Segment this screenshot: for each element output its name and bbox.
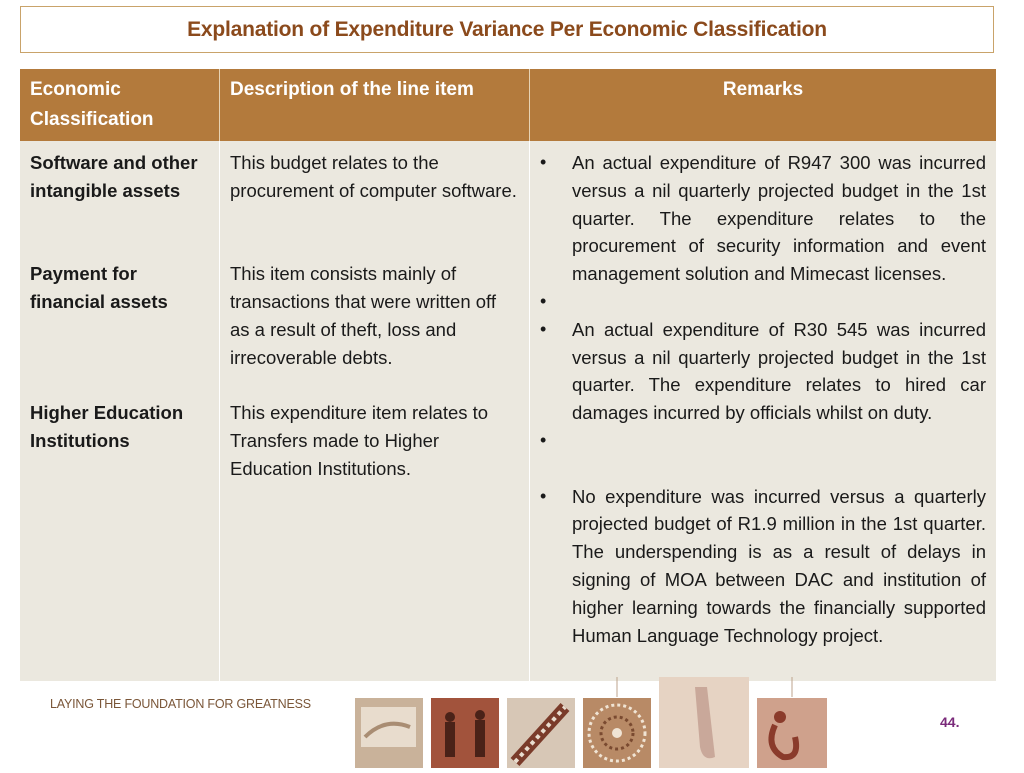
description-software: This budget relates to the procurement of computer software.: [230, 152, 517, 201]
table-header-row: [20, 69, 996, 141]
description-payment-financial-assets: This item consists mainly of transactions that were written off as a result of theft, loss and irrecoverable debts.: [230, 263, 496, 368]
header-economic-classification: Economic Classification: [20, 69, 220, 141]
description-cell: [220, 141, 530, 681]
header-description: Description of the line item: [220, 69, 530, 141]
page-number: 44.: [940, 714, 960, 730]
remarks-cell: [530, 141, 997, 681]
remark-higher-education: • No expenditure was incurred versus a quarterly projected budget of R1.9 million in the 1st quarter. The underspending is as a result of delays in signing of MOA between DAC and institution of higher learning towards the financially supported Human Language Technology project.: [572, 483, 986, 650]
classification-higher-education: Higher Education Institutions: [30, 402, 184, 451]
braille-hand-photo: [355, 698, 423, 768]
basket-pattern-photo: [583, 698, 651, 768]
header-remarks: Remarks: [530, 69, 997, 141]
saxophone-photo: [757, 677, 827, 768]
classification-cell: [20, 141, 220, 681]
remarks-list: [540, 149, 986, 649]
variance-table: [20, 69, 996, 681]
footer-tagline: LAYING THE FOUNDATION FOR GREATNESS: [50, 697, 311, 711]
photo-strip: [355, 677, 827, 768]
classification-payment-financial-assets: Payment for financial assets: [30, 263, 168, 312]
family-photo: [431, 698, 499, 768]
classification-software: Software and other intangible assets: [30, 152, 198, 201]
table-row: [20, 141, 996, 681]
film-reel-photo: [507, 698, 575, 768]
remark-payment-financial-assets: • An actual expenditure of R30 545 was incurred versus a nil quarterly projected budget in the 1st quarter. The expenditure relates to hired car damages incurred by officials whilst on duty.: [572, 316, 986, 427]
description-higher-education: This expenditure item relates to Transfers made to Higher Education Institutions.: [230, 402, 489, 479]
page-title: Explanation of Expenditure Variance Per Economic Classification: [187, 17, 827, 41]
title-box: [20, 6, 994, 53]
remark-software: • An actual expenditure of R947 300 was incurred versus a nil quarterly projected budget in the 1st quarter. The expenditure relates to the procurement of security information and event management solution and Mimecast licenses.: [572, 149, 986, 288]
